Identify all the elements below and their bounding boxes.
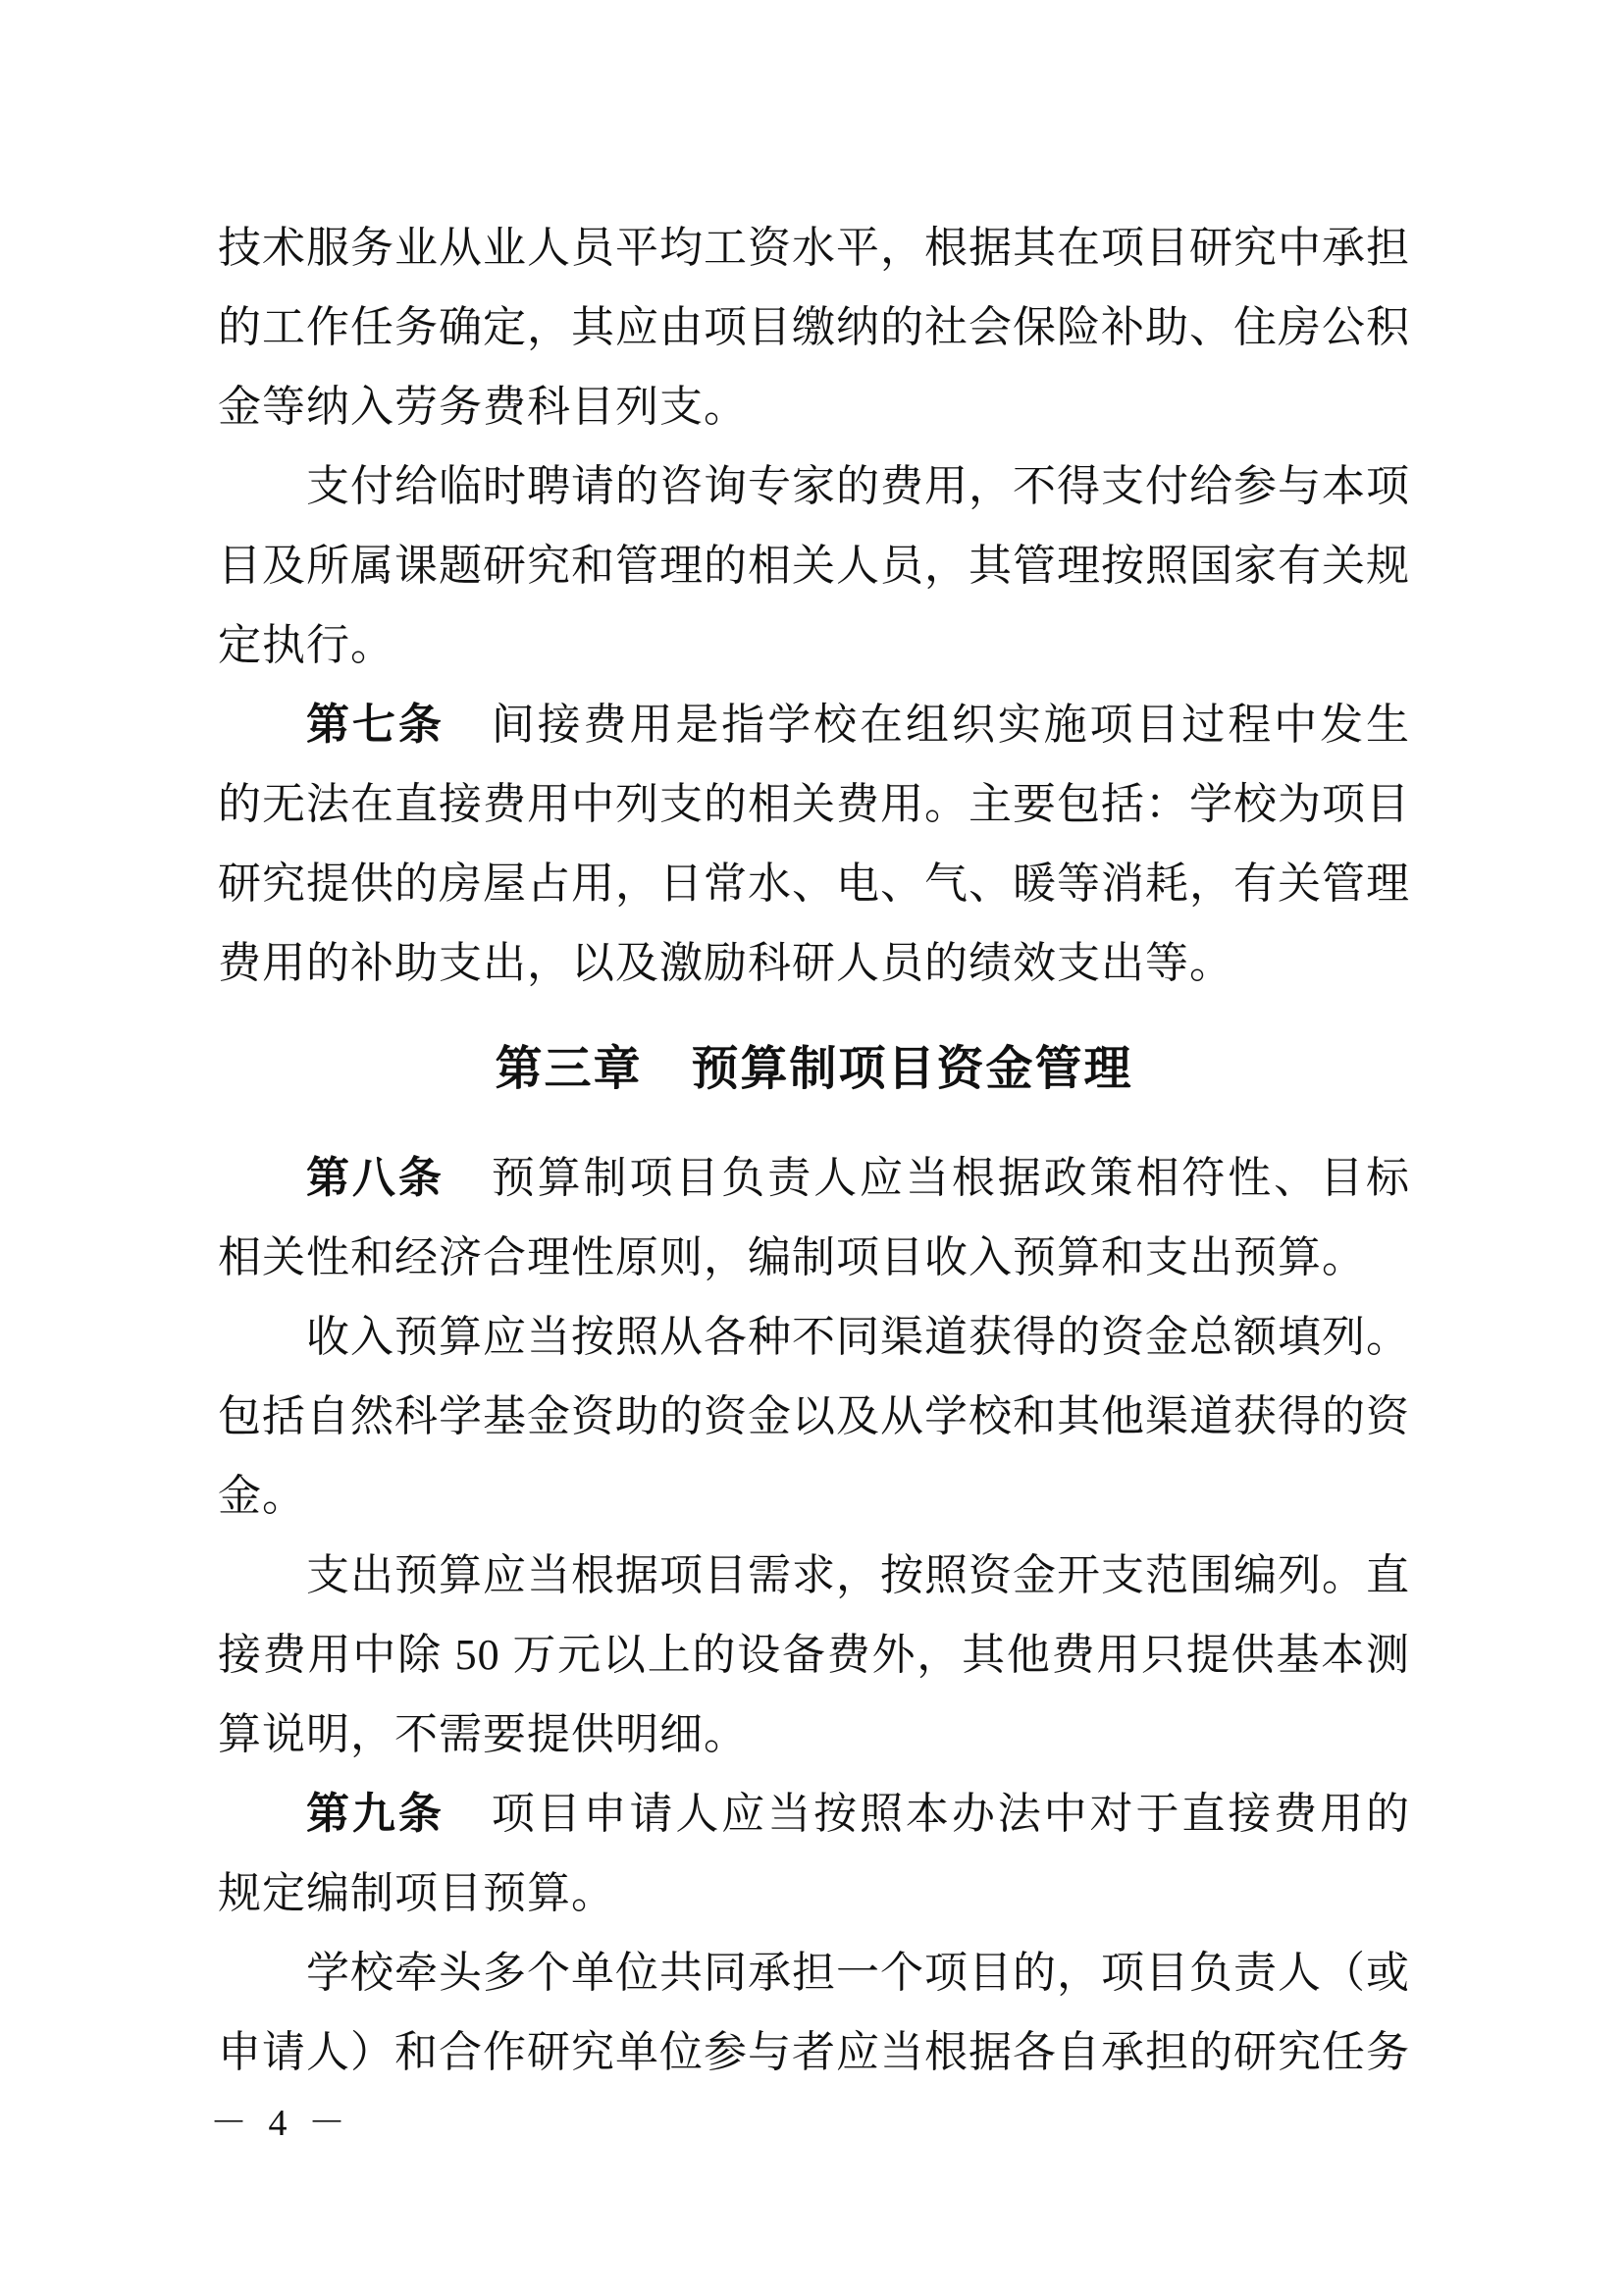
article-number: 第九条 [306, 1790, 445, 1838]
paragraph: 支付给临时聘请的咨询专家的费用，不得支付给参与本项目及所属课题研究和管理的相关人员，其管理按照国家有关规定执行。 [218, 462, 1410, 669]
page-number: － 4 － [210, 2103, 352, 2144]
article-number: 第八条 [306, 1154, 445, 1202]
document-body [218, 208, 1410, 2092]
paragraph: 技术服务业从业人员平均工资水平，根据其在项目研究中承担的工作任务确定，其应由项目缴纳的社会保险补助、住房公积金等纳入劳务费科目列支。 [218, 224, 1410, 431]
paragraph: 第八条 预算制项目负责人应当根据政策相符性、目标相关性和经济合理性原则，编制项目收入预算和支出预算。 [218, 1154, 1411, 1281]
paragraph: 第九条 项目申请人应当按照本办法中对于直接费用的规定编制项目预算。 [218, 1790, 1411, 1917]
chapter-heading: 第三章 预算制项目资金管理 [495, 1043, 1133, 1095]
paragraph: 学校牵头多个单位共同承担一个项目的，项目负责人（或申请人）和合作研究单位参与者应当根据各自承担的研究任务 [218, 1949, 1410, 2076]
paragraph: 第七条 间接费用是指学校在组织实施项目过程中发生的无法在直接费用中列支的相关费用。主要包括：学校为项目研究提供的房屋占用，日常水、电、气、暖等消耗，有关管理费用的补助支出，以及激励科研人员的绩效支出等。 [218, 701, 1411, 987]
paragraph: 收入预算应当按照从各种不同渠道获得的资金总额填列。包括自然科学基金资助的资金以及从学校和其他渠道获得的资金。 [218, 1313, 1410, 1520]
paragraph: 支出预算应当根据项目需求，按照资金开支范围编列。直接费用中除 50 万元以上的设备费外，其他费用只提供基本测算说明，不需要提供明细。 [218, 1551, 1410, 1758]
article-number: 第七条 [306, 701, 445, 749]
